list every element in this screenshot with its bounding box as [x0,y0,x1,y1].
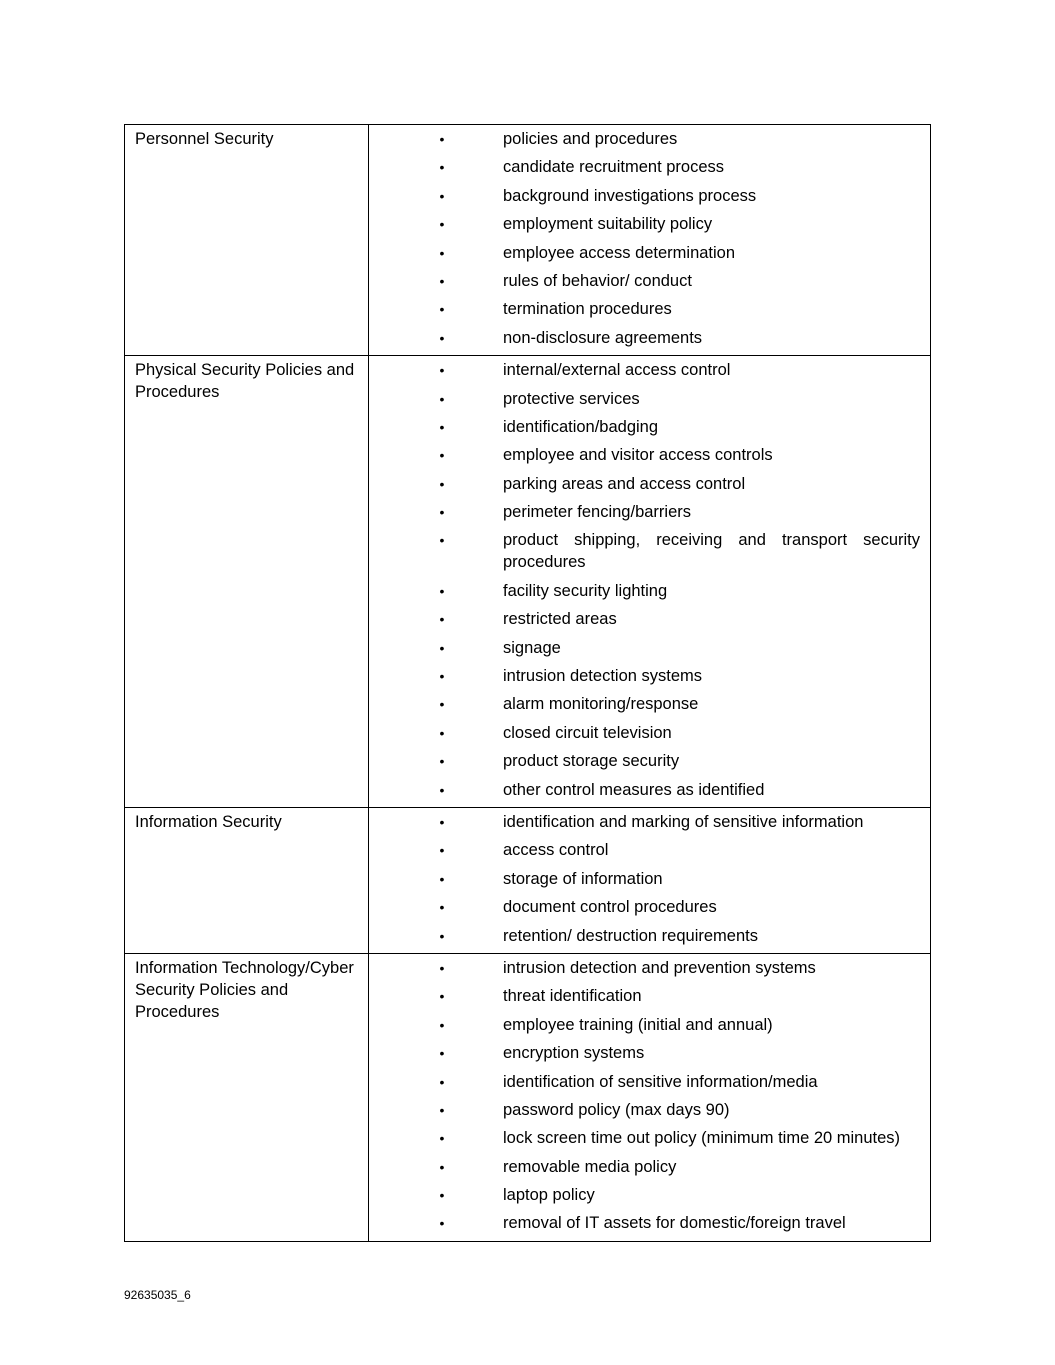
bullet-icon: • [439,813,445,830]
list-item [369,359,920,381]
bullet-icon: • [439,899,445,916]
bullet-icon: • [439,1187,445,1204]
list-item [369,473,920,495]
list-item [369,750,920,772]
list-item-text: document control procedures [503,898,717,917]
bullet-icon: • [439,1016,445,1033]
list-item [369,1099,920,1121]
list-item-text: retention/ destruction requirements [503,926,758,945]
list-item-text: laptop policy [503,1186,595,1205]
list-item [369,298,920,320]
list-item-text: intrusion detection systems [503,667,703,686]
bullet-icon: • [439,244,445,261]
list-item-text: policies and procedures [503,130,678,148]
list-item-text: perimeter fencing/barriers [503,503,691,522]
list-item-text: restricted areas [503,610,617,629]
list-item [369,896,920,918]
list-item [369,444,920,466]
section-row [125,953,931,1241]
list-item-text: parking areas and access control [503,474,746,493]
list-item-text: other control measures as identified [503,780,765,799]
list-item [369,213,920,235]
list-item [369,156,920,178]
list-item [369,722,920,744]
list-item [369,985,920,1007]
security-requirements-table [124,124,931,1242]
bullet-icon: • [439,611,445,628]
list-item [369,1014,920,1036]
list-item [369,637,920,659]
list-item-text: identification/badging [503,417,659,436]
list-item-text: rules of behavior/ conduct [503,271,692,290]
list-item-text: identification of sensitive information/media [503,1072,818,1091]
list-item [369,925,920,947]
list-item-text: non-disclosure agreements [503,328,703,347]
bullet-icon: • [439,582,445,599]
list-item-text: background investigations process [503,186,757,205]
list-item-text: removable media policy [503,1157,677,1176]
bullet-icon: • [439,724,445,741]
bullet-icon: • [439,131,445,147]
list-item-text: password policy (max days 90) [503,1100,730,1119]
bullet-icon: • [439,362,445,379]
bullet-icon: • [439,390,445,407]
bullet-icon: • [439,753,445,770]
bullet-icon: • [439,1101,445,1118]
list-item-text: alarm monitoring/response [503,695,699,714]
list-item [369,839,920,861]
section-row [125,807,931,953]
section-row [125,356,931,808]
list-item [369,693,920,715]
list-item [369,327,920,349]
bullet-icon: • [439,1215,445,1232]
list-item-text: candidate recruitment process [503,158,725,177]
bullet-icon: • [439,959,445,976]
bullet-icon: • [439,272,445,289]
bullet-icon: • [439,329,445,346]
list-item [369,1184,920,1206]
list-item [369,270,920,292]
bullet-icon: • [439,418,445,435]
section-row [125,125,931,356]
list-item-text: identification and marking of sensitive information [503,812,864,831]
bullet-icon: • [439,216,445,233]
list-item-text: access control [503,841,609,860]
bullet-icon: • [439,696,445,713]
list-item-text: removal of IT assets for domestic/foreign travel [503,1214,846,1233]
list-item [369,529,920,573]
list-item-text: employee access determination [503,243,736,262]
list-item-text: termination procedures [503,300,672,319]
bullet-icon: • [439,988,445,1005]
list-item-text: intrusion detection and prevention systems [503,958,816,977]
list-item [369,501,920,523]
list-item [369,416,920,438]
bullet-icon: • [439,927,445,944]
list-item [369,128,920,150]
list-item [369,608,920,630]
section-items-cell [369,953,931,1241]
bullet-icon: • [439,532,445,549]
bullet-icon: • [439,668,445,685]
section-items-cell [369,807,931,953]
list-item-text: employee and visitor access controls [503,446,773,465]
bullet-icon: • [439,870,445,887]
list-item [369,1212,920,1234]
bullet-list [369,125,920,349]
bullet-icon: • [439,301,445,318]
list-item [369,665,920,687]
list-item-text: protective services [503,389,640,408]
bullet-icon: • [439,781,445,798]
bullet-icon: • [439,842,445,859]
list-item [369,580,920,602]
bullet-icon: • [439,187,445,204]
list-item [369,1071,920,1093]
list-item [369,868,920,890]
bullet-list [369,356,920,800]
section-title: Physical Security Policies and Procedures [125,356,369,808]
list-item-text: product shipping, receiving and transport security procedures [503,531,920,572]
bullet-icon: • [439,447,445,464]
list-item-text: encryption systems [503,1044,645,1063]
list-item [369,811,920,833]
list-item [369,185,920,207]
section-items-cell [369,356,931,808]
section-title: Information Technology/Cyber Security Policies and Procedures [125,953,369,1241]
bullet-icon: • [439,1158,445,1175]
list-item [369,1127,920,1149]
bullet-icon: • [439,504,445,521]
list-item [369,388,920,410]
list-item [369,1156,920,1178]
bullet-icon: • [439,639,445,656]
section-title: Personnel Security [125,125,369,356]
list-item-text: lock screen time out policy (minimum time 20 minutes) [503,1129,901,1148]
list-item-text: employee training (initial and annual) [503,1015,773,1034]
document-id: 92635035_6 [124,1288,191,1302]
list-item-text: internal/external access control [503,361,731,380]
list-item [369,242,920,264]
list-item-text: storage of information [503,869,663,888]
list-item-text: signage [503,638,561,657]
list-item-text: threat identification [503,987,642,1006]
bullet-list [369,954,920,1235]
bullet-icon: • [439,475,445,492]
bullet-icon: • [439,1045,445,1062]
bullet-list [369,808,920,947]
section-items-cell [369,125,931,356]
list-item-text: employment suitability policy [503,215,713,234]
section-title: Information Security [125,807,369,953]
list-item-text: facility security lighting [503,581,668,600]
bullet-icon: • [439,1130,445,1147]
list-item [369,1042,920,1064]
bullet-icon: • [439,1073,445,1090]
bullet-icon: • [439,159,445,176]
list-item-text: product storage security [503,752,680,771]
list-item-text: closed circuit television [503,723,672,742]
list-item [369,779,920,801]
list-item [369,957,920,979]
